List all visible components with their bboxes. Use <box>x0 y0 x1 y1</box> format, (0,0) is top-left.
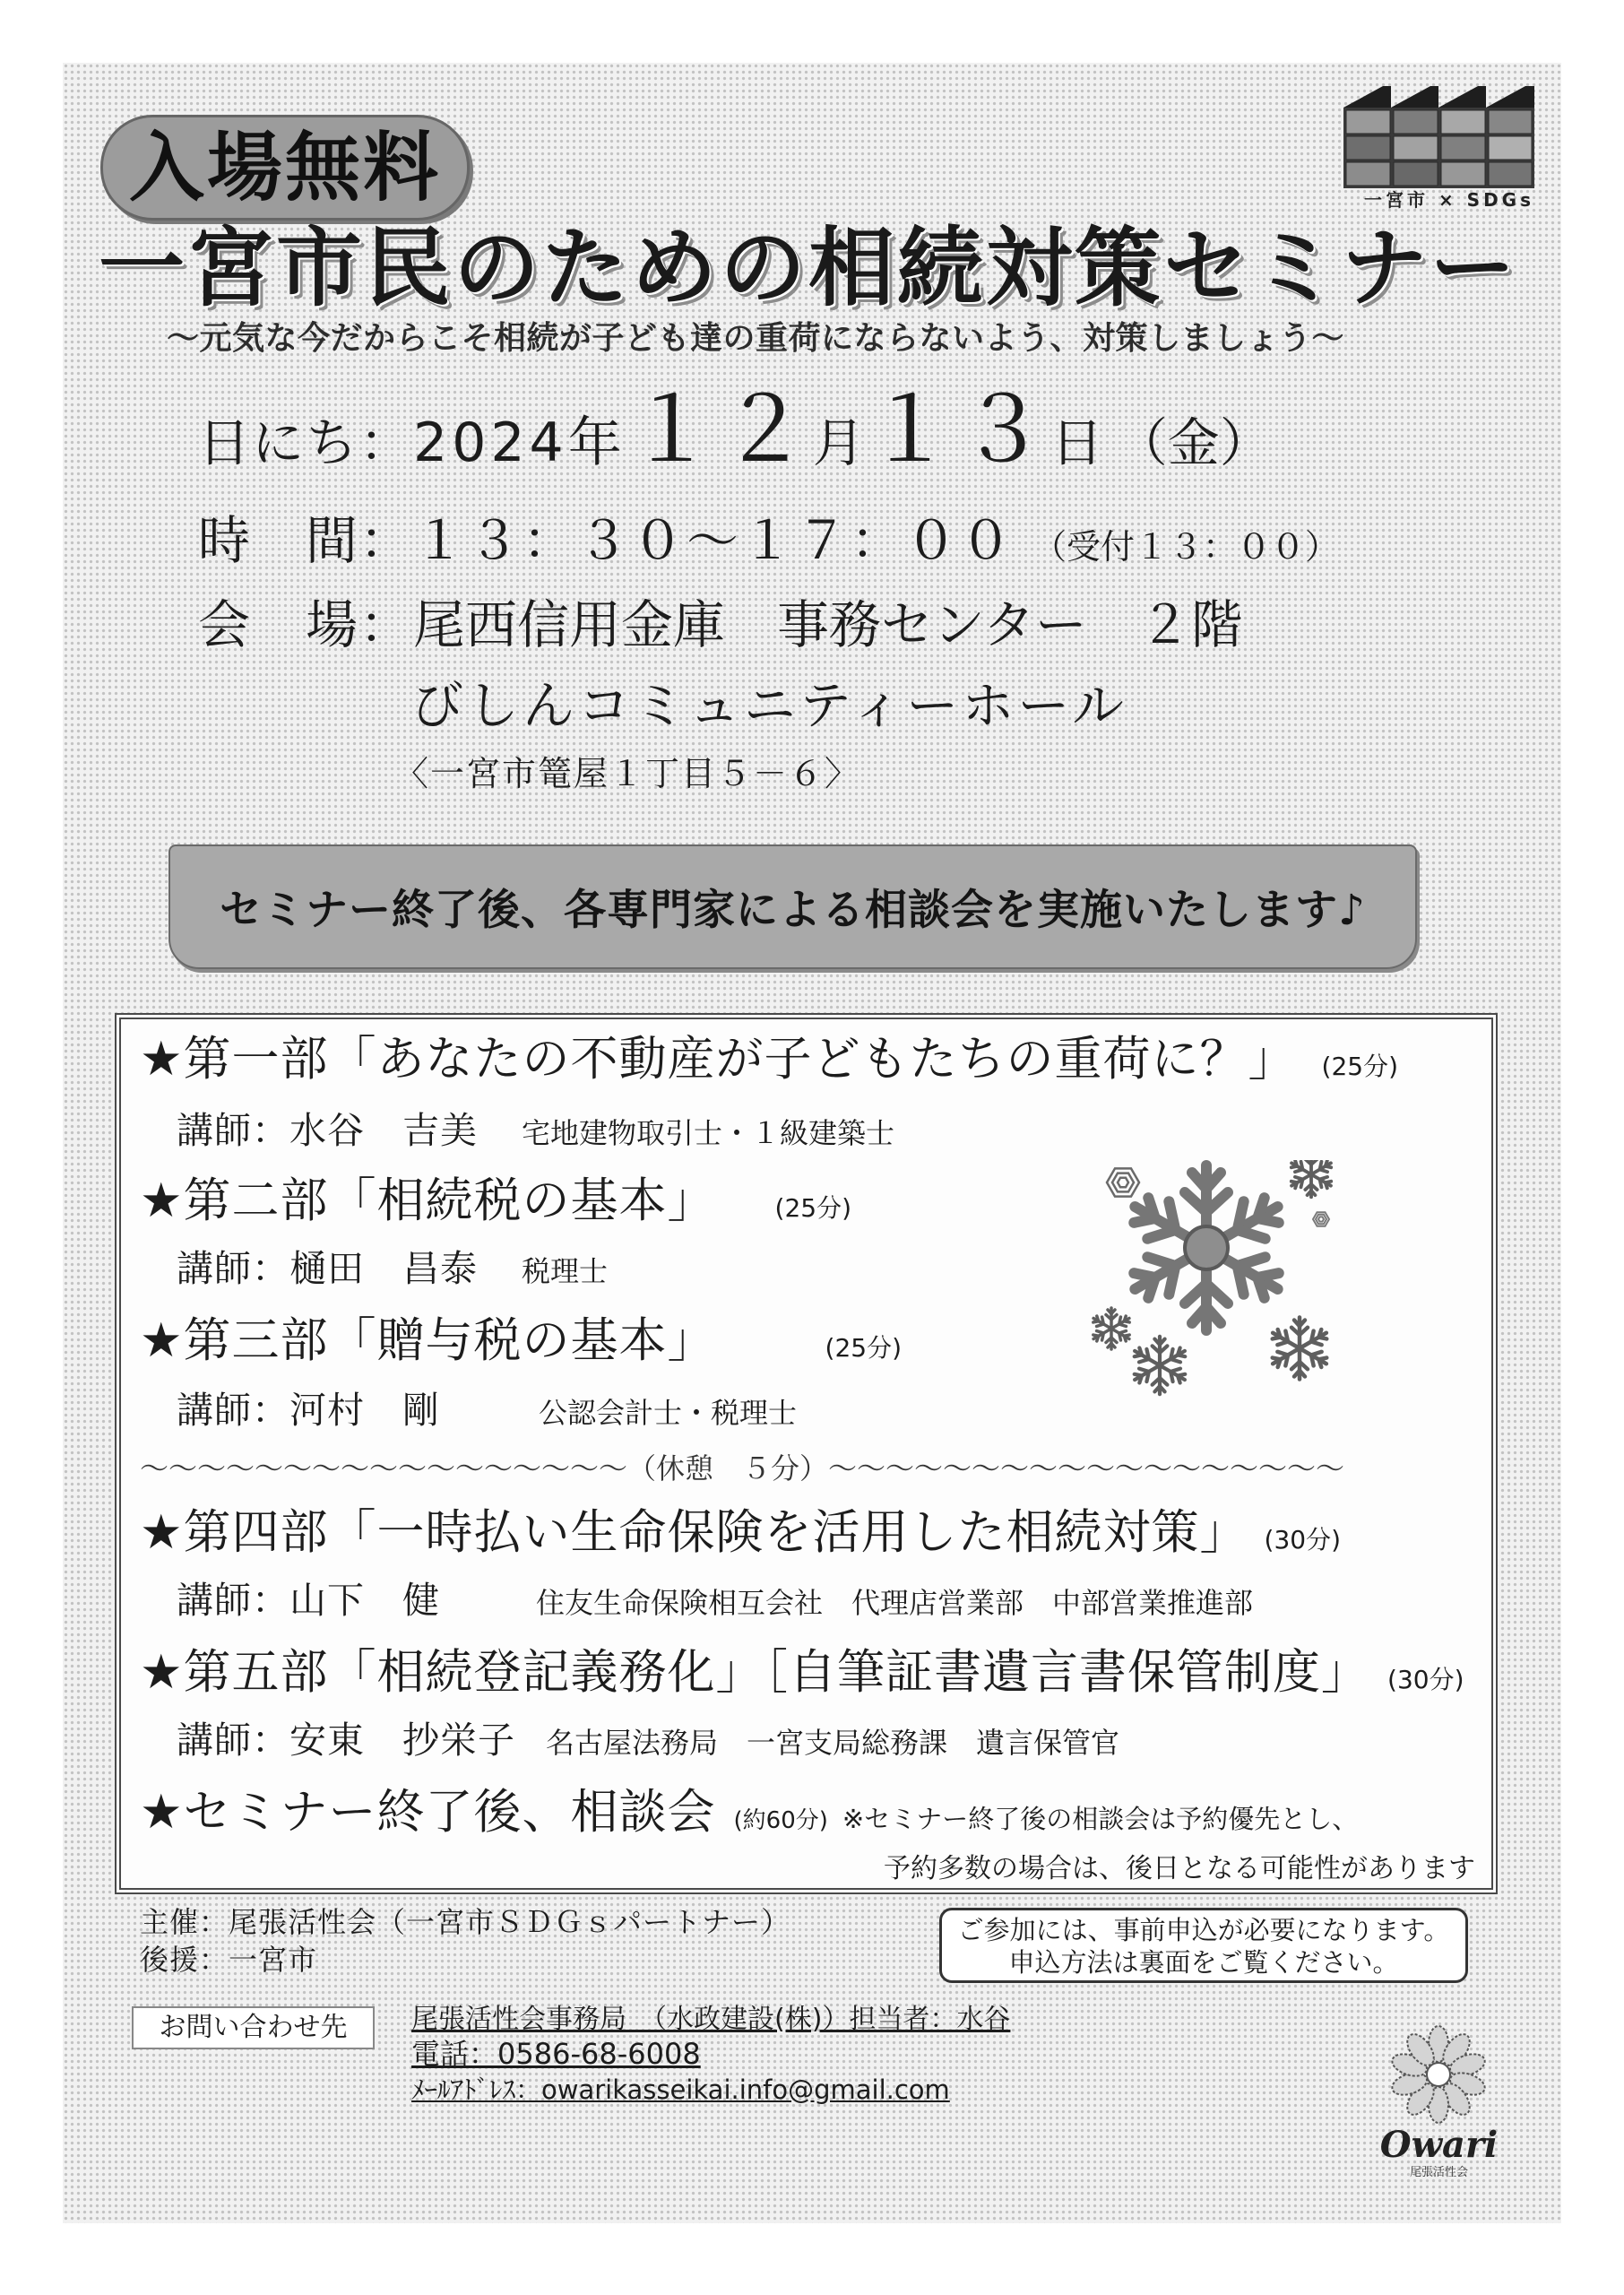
session-duration: (25分) <box>825 1333 902 1363</box>
consultation-row <box>140 1784 1358 1849</box>
time-value: １３：３０～１７：００ <box>413 510 1015 571</box>
notice-line: 申込方法は裏面をご覧ください。 <box>1008 1947 1399 1978</box>
session-duration: (30分) <box>1387 1665 1464 1694</box>
session-title: ★第三部「贈与税の基本」 <box>140 1313 716 1368</box>
date-year: 2024年 <box>413 411 626 474</box>
lecturer-name: 河村 剛 <box>289 1389 440 1432</box>
owari-logo-caption: 尾張活性会 <box>1409 2166 1468 2179</box>
lecturer-name: 安東 抄栄子 <box>289 1719 515 1762</box>
contact-office: 尾張活性会事務局 （水政建設(株)）担当者：水谷 <box>411 2004 1011 2035</box>
lecturer-name: 樋田 昌泰 <box>289 1247 478 1290</box>
venue-address: 〈一宮市篭屋１丁目５－６〉 <box>394 754 861 793</box>
consultation-note-continued: 予約多数の場合は、後日となる可能性があります <box>884 1853 1475 1884</box>
consultation-duration: (約60分) <box>733 1807 828 1834</box>
sawtooth-factory-roof-icon <box>1343 82 1534 188</box>
date-month-unit: 月 <box>812 412 865 473</box>
date-weekday: （金） <box>1115 412 1272 473</box>
subtitle: ～元気な今だからこそ相続が子ども達の重荷にならないよう、対策しましょう～ <box>167 320 1345 357</box>
session-duration: (25分) <box>774 1193 851 1223</box>
venue-name: 尾西信用金庫 事務センター ２階 <box>413 594 1243 655</box>
lecturer-name: 水谷 吉美 <box>289 1109 478 1152</box>
time-label: 時 間： <box>198 510 414 571</box>
date-day-unit: 日 <box>1050 412 1103 473</box>
break-divider: ～～～～～～～～～～～～～～～～～（休憩 ５分）～～～～～～～～～～～～～～～～～～ <box>140 1451 1345 1485</box>
date-row <box>198 377 1272 493</box>
small-snowflake-icon <box>1091 1308 1132 1349</box>
sdgs-logo-caption: 一宮市 × SDGs <box>1363 189 1534 211</box>
free-admission-badge <box>100 115 470 221</box>
lecturer-credentials: 住友生命保険相互会社 代理店営業部 中部営業推進部 <box>536 1586 1254 1620</box>
registration-notice <box>939 1908 1468 1983</box>
session-heading <box>140 1504 1341 1569</box>
lecturer-label: 講師： <box>177 1389 289 1432</box>
banner-text: セミナー終了後、各専門家による相談会を実施いたします♪ <box>220 886 1366 935</box>
session-title: ★第一部「あなたの不動産が子どもたちの重荷に？」 <box>140 1032 1297 1087</box>
session-title: ★第四部「一時払い生命保険を活用した相続対策」 <box>140 1505 1248 1560</box>
date-label: 日にち： <box>198 412 414 473</box>
small-snowflake-icon <box>1289 1160 1334 1197</box>
small-snowflake-icon <box>1131 1337 1188 1394</box>
lecturer-row <box>177 1388 797 1435</box>
consultation-heading: ★セミナー終了後、相談会 <box>140 1785 716 1840</box>
flower-icon <box>1373 2024 1505 2125</box>
lecturer-label: 講師： <box>177 1247 289 1290</box>
organizer-host: 主催：尾張活性会（一宮市ＳＤＧｓパートナー） <box>140 1905 791 1939</box>
session-title: ★第五部「相続登記義務化」［自筆証書遺言書保管制度」 <box>140 1645 1370 1700</box>
organizer-support: 後援：一宮市 <box>140 1943 318 1977</box>
contact-phone: 電話：0586-68-6008 <box>411 2037 701 2071</box>
snowflake-decoration <box>1086 1160 1355 1402</box>
consultation-banner <box>168 844 1417 969</box>
session-duration: (25分) <box>1321 1052 1398 1081</box>
small-snowflake-icon <box>1269 1318 1331 1380</box>
page-title: 一宮市民のための相続対策セミナー <box>99 218 1518 318</box>
session-heading <box>140 1173 851 1237</box>
session-duration: (30分) <box>1264 1525 1341 1555</box>
owari-logo-name: Owari <box>1379 2124 1499 2166</box>
reception-time: （受付１３：００） <box>1032 527 1340 567</box>
time-row <box>198 498 1339 574</box>
notice-line: ご参加には、事前申込が必要になります。 <box>957 1915 1450 1945</box>
program-box <box>115 1013 1498 1894</box>
lecturer-label: 講師： <box>177 1109 289 1152</box>
date-month: １２ <box>626 377 813 482</box>
lecturer-row <box>177 1108 894 1156</box>
session-heading <box>140 1031 1398 1096</box>
large-snowflake-icon <box>1124 1165 1288 1330</box>
hexagon-crystal-icon <box>1107 1168 1139 1196</box>
lecturer-label: 講師： <box>177 1579 289 1622</box>
lecturer-credentials: 税理士 <box>522 1254 609 1288</box>
lecturer-row <box>177 1578 1253 1625</box>
contact-email: ﾒｰﾙｱﾄﾞﾚｽ：owarikasseikai.info@gmail.com <box>411 2074 950 2105</box>
session-heading <box>140 1312 902 1377</box>
session-heading <box>140 1644 1464 1709</box>
lecturer-credentials: 公認会計士・税理士 <box>539 1396 798 1430</box>
lecturer-label: 講師： <box>177 1719 289 1762</box>
lecturer-row <box>177 1718 1119 1765</box>
venue-label: 会 場： <box>198 594 414 655</box>
venue-row <box>198 583 1243 658</box>
lecturer-credentials: 名古屋法務局 一宮支局総務課 遺言保管官 <box>546 1726 1120 1760</box>
contact-label: お問い合わせ先 <box>132 2006 375 2049</box>
hexagon-crystal-icon <box>1313 1212 1329 1226</box>
venue-hall: びしんコミュニティーホール <box>411 675 1128 736</box>
lecturer-credentials: 宅地建物取引士・１級建築士 <box>522 1116 895 1150</box>
session-title: ★第二部「相続税の基本」 <box>140 1173 716 1228</box>
lecturer-row <box>177 1246 608 1294</box>
ichinomiya-sdgs-logo <box>1343 82 1534 213</box>
consultation-note: ※セミナー終了後の相談会は予約優先とし、 <box>842 1804 1359 1834</box>
owari-logo <box>1373 2024 1505 2199</box>
date-day: １３ <box>864 377 1051 482</box>
badge-label: 入場無料 <box>128 124 441 212</box>
lecturer-name: 山下 健 <box>289 1579 440 1622</box>
